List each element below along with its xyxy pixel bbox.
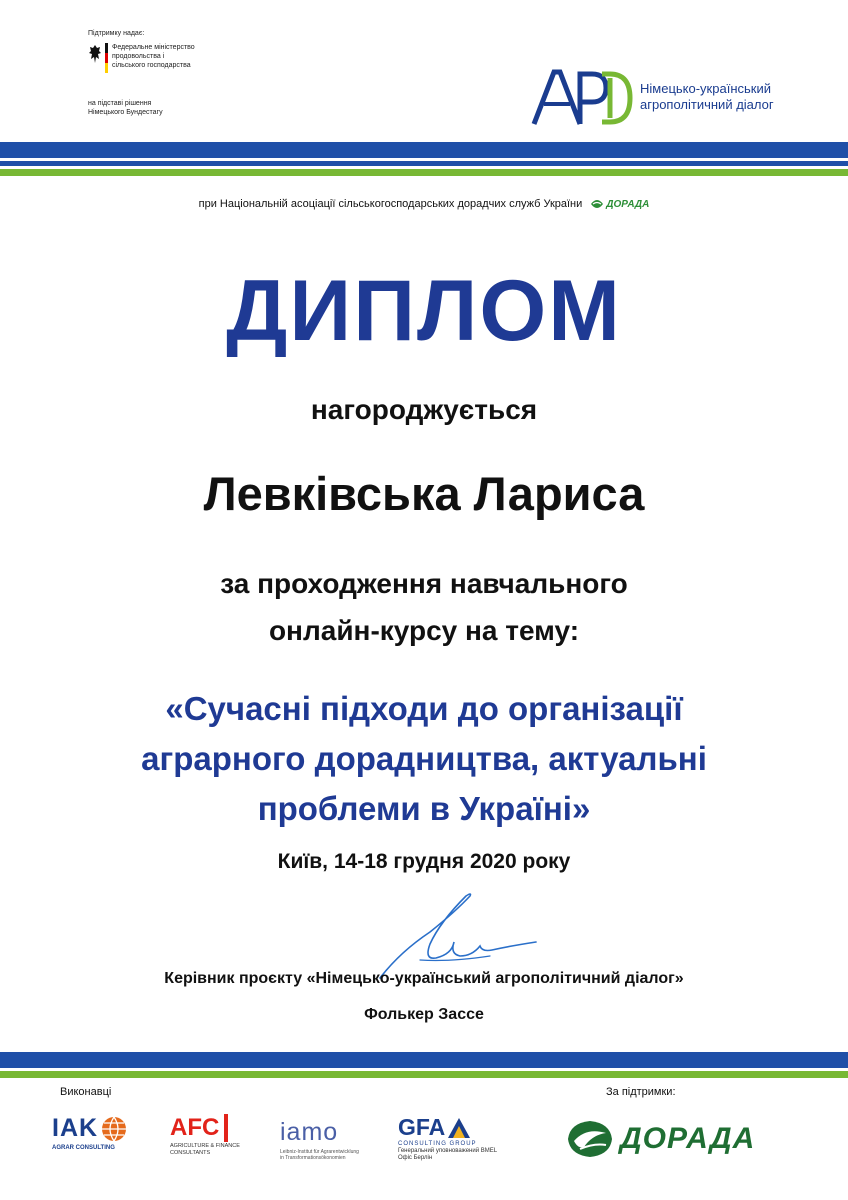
diploma-title: ДИПЛОМ: [226, 263, 622, 359]
course-line-2: аграрного дорадництва, актуальні: [141, 740, 707, 777]
signer-name: Фолькер Зассе: [364, 1006, 484, 1023]
reason-text: [0, 560, 848, 654]
dorada-logo: [566, 1114, 766, 1164]
apd-name: Німецько-український агрополітичний діалог: [640, 81, 774, 112]
reason-line-2: онлайн-курсу на тему:: [268, 615, 580, 646]
iamo-subtitle: Leibniz-Institut für Agrarentwicklung in Transformationsökonomien: [280, 1149, 359, 1161]
gfa-logo: [398, 1114, 528, 1174]
bmel-ministry-name: Федеральне міністерство продовольства і сільського господарства: [112, 44, 195, 69]
dorada-emblem-icon: [566, 1119, 614, 1159]
recipient-name: Левківська Лариса: [203, 467, 645, 520]
bmel-basis-text: на підставі рішення Німецького Бундестагу: [88, 100, 163, 116]
gfa-subtitle: Генеральний уповноважений BMEL Офіс Берлін: [398, 1148, 498, 1161]
afc-logo: [170, 1114, 270, 1170]
iak-subtitle: AGRAR CONSULTING: [52, 1145, 115, 1151]
dorada-name: ДОРАДА: [620, 1122, 756, 1155]
apd-logo-block: [530, 62, 820, 132]
iamo-name: iamo: [280, 1118, 339, 1146]
dorada-small-logo: [590, 198, 649, 210]
bmel-support-label: Підтримку надає:: [88, 30, 145, 37]
header-band-green: [0, 169, 848, 176]
german-flag-icon: [105, 43, 108, 73]
bmel-logo: [88, 43, 288, 73]
course-line-3: проблеми в Україні»: [257, 790, 591, 827]
afc-bar-icon: [224, 1114, 228, 1142]
gfa-triangle-icon: [446, 1116, 472, 1140]
iamo-logo: [280, 1118, 390, 1174]
place-date: Київ, 14-18 грудня 2020 року: [277, 850, 571, 873]
afc-name: AFC: [170, 1114, 220, 1141]
gfa-name: GFA: [398, 1114, 446, 1140]
dorada-small-text: ДОРАДА: [606, 198, 650, 210]
gfa-group: CONSULTING GROUP: [398, 1141, 477, 1147]
support-label: За підтримки:: [606, 1086, 676, 1098]
association-text: при Національній асоціації сільськогосподарських дорадчих служб України: [198, 198, 583, 210]
header-band-blue: [0, 142, 848, 158]
course-title: [0, 684, 848, 834]
footer-band-blue: [0, 1052, 848, 1068]
bmel-block: [88, 30, 288, 117]
course-line-1: «Сучасні підходи до організації: [165, 690, 683, 727]
apd-logo: [530, 64, 634, 130]
iak-logo: [52, 1114, 162, 1170]
iak-name: IAK: [52, 1114, 99, 1142]
afc-subtitle: AGRICULTURE & FINANCE CONSULTANTS: [170, 1143, 240, 1156]
footer-band-green: [0, 1071, 848, 1078]
association-line: [0, 198, 848, 210]
eagle-icon: [88, 43, 102, 65]
dorada-leaf-icon: [590, 198, 604, 210]
project-lead-text: Керівник проєкту «Німецько-український агрополітичний діалог»: [164, 970, 684, 987]
globe-icon: [100, 1115, 128, 1143]
executors-label: Виконавці: [60, 1086, 112, 1098]
awarded-text: нагороджується: [310, 394, 538, 425]
reason-line-1: за проходження навчального: [220, 568, 628, 599]
